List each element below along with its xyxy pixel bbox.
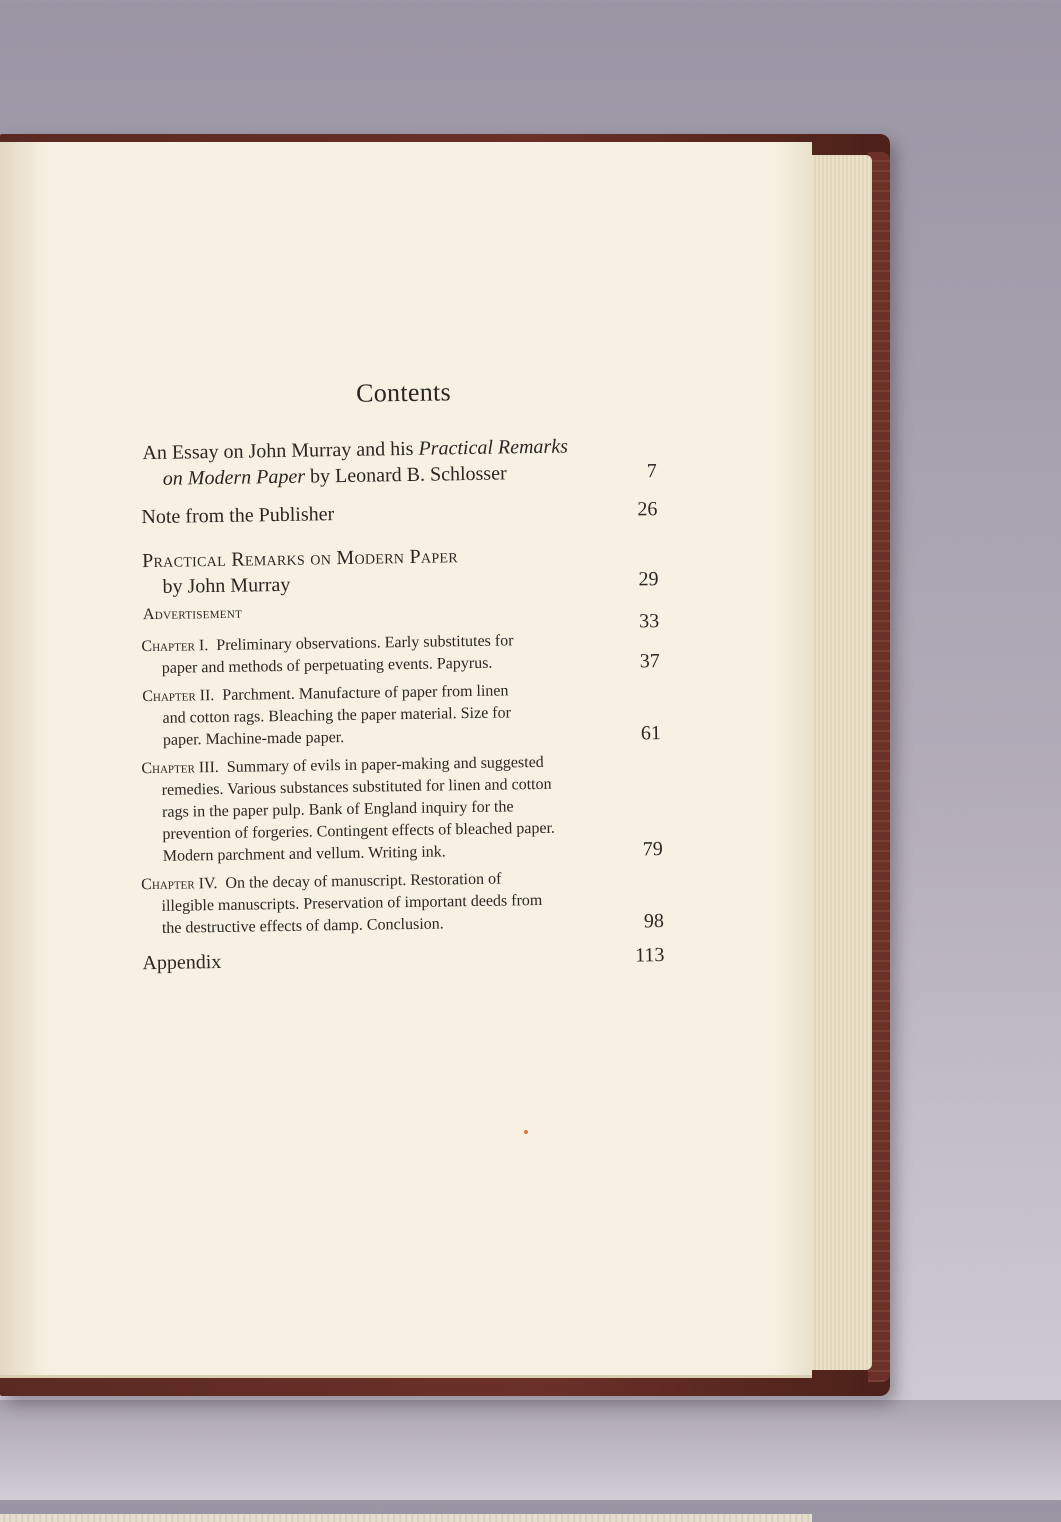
entry-text-continued: rags in the paper pulp. Bank of England inquiry for the — [161, 798, 514, 821]
toc-entry-chapter-1 — [141, 628, 678, 680]
page-number: 7 — [646, 460, 657, 483]
entry-text: Chapter I. Preliminary observations. Early substitutes for — [141, 632, 514, 656]
page-number: 61 — [640, 722, 662, 745]
page-number: 98 — [643, 910, 665, 933]
entry-text: Practical Remarks on Modern Paper — [141, 545, 459, 573]
page-number: 33 — [638, 610, 660, 633]
page-deckle-edge — [0, 1514, 812, 1522]
toc-entry-note — [141, 496, 675, 530]
page-number: 79 — [642, 838, 663, 861]
surface-shadow — [0, 1400, 1061, 1500]
toc-entry-advertisement — [142, 596, 677, 633]
entry-text: An Essay on John Murray and his Practical Remarks — [142, 435, 569, 465]
entry-text: Note from the Publisher — [141, 503, 335, 529]
chapter-label: Chapter II. — [142, 687, 215, 706]
entry-text-continued: paper. Machine-made paper. — [162, 729, 345, 749]
entry-text: Chapter III. Summary of evils in paper-making and suggested — [141, 753, 544, 778]
entry-text-continued: paper and methods of perpetuating events. Papyrus. — [161, 654, 493, 677]
entry-text: Appendix — [142, 950, 222, 975]
entry-text-continued: and cotton rags. Bleaching the paper material. Size for — [162, 704, 512, 727]
entry-text: Chapter II. Parchment. Manufacture of paper from linen — [142, 682, 509, 706]
chapter-label: Chapter III. — [141, 758, 219, 778]
table-of-contents — [133, 374, 682, 976]
toc-entry-chapter-3 — [141, 750, 681, 868]
chapter-label: Chapter I. — [141, 637, 209, 656]
entry-text-continued: illegible manuscripts. Preservation of important deeds from — [161, 891, 543, 915]
entry-text-continued: on Modern Paper by Leonard B. Schlosser — [162, 462, 507, 490]
toc-entry-essay — [142, 432, 675, 492]
entry-text-continued: the destructive effects of damp. Conclusion. — [161, 915, 444, 937]
entry-text-continued: prevention of forgeries. Contingent effects of bleached paper. — [162, 819, 556, 843]
entry-text: Chapter IV. On the decay of manuscript. Restoration of — [141, 870, 502, 894]
page-number: 29 — [638, 568, 659, 591]
entry-text-continued: by John Murray — [162, 573, 291, 598]
entry-text-continued: Modern parchment and vellum. Writing ink. — [162, 843, 446, 865]
toc-entry-chapter-4 — [141, 866, 682, 940]
entry-text-continued: remedies. Various substances substituted for linen and cotton — [161, 775, 552, 799]
entry-text: Advertisement — [142, 604, 243, 624]
page-number: 26 — [637, 498, 658, 521]
paper-speck — [524, 1130, 528, 1134]
page-title: Contents — [355, 377, 452, 408]
toc-entry-chapter-2 — [142, 678, 679, 752]
page-number: 113 — [634, 944, 665, 967]
page-number: 37 — [639, 650, 660, 673]
chapter-label: Chapter IV. — [141, 875, 218, 894]
toc-entry-practical-remarks — [142, 540, 677, 600]
